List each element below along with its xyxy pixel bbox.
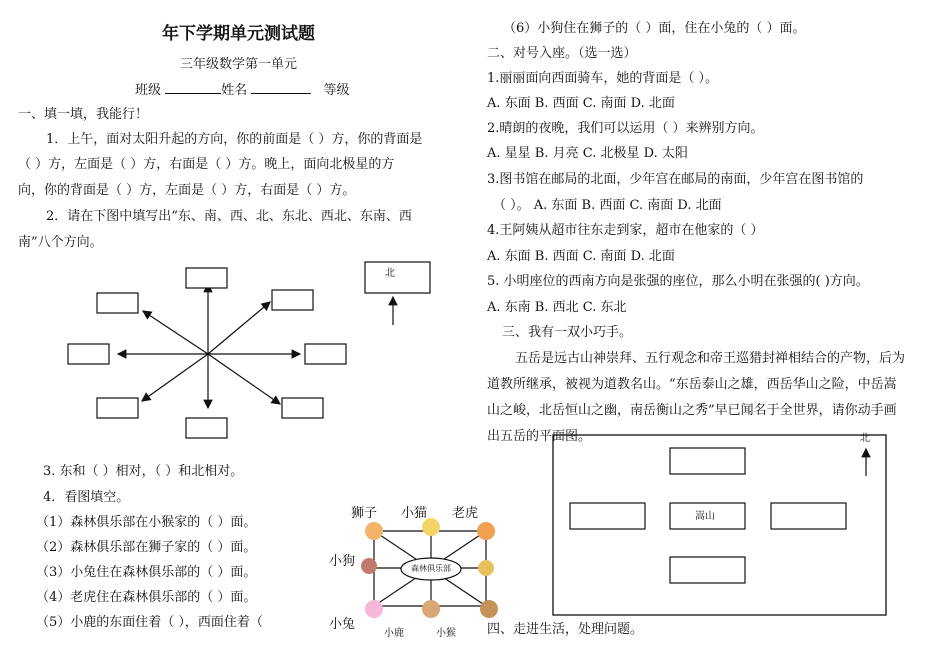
section4-heading: 四、走进生活，处理问题。 [487, 622, 644, 637]
direction-box-south[interactable] [186, 418, 227, 438]
lion-icon [365, 522, 383, 540]
class-label: 班级 [135, 83, 162, 98]
direction-box-northeast[interactable] [272, 290, 313, 310]
s3-line3: 山之峻，北岳恒山之幽，南岳衡山之秀”早已闻名于全世界，请你动手画 [487, 403, 897, 418]
page-title: 年下学期单元测试题 [162, 24, 315, 44]
s3-line1: 五岳是远古山神崇拜、五行观念和帝王巡猎封禅相结合的产物，后为 [515, 351, 906, 366]
direction-box-east[interactable] [305, 344, 346, 364]
s2-q5-options: A. 东南 B. 西北 C. 东北 [487, 300, 627, 315]
direction-box-southeast[interactable] [282, 398, 323, 418]
map-label-lion: 狮子 [351, 506, 378, 521]
q1-line1: 1．上午，面对太阳升起的方向，你的前面是（ ）方，你的背面是 [46, 132, 423, 147]
section1-heading: 一、填一填，我能行！ [18, 107, 149, 122]
north-label: 北 [385, 268, 395, 279]
tiger-icon [477, 522, 495, 540]
q1-line3: 向，你的背面是（ ）方，左面是（ ）方，右面是（ ）方。 [18, 183, 356, 198]
monkey-icon [478, 560, 494, 576]
center-mountain-label: 嵩山 [695, 511, 715, 522]
q1-line2: （ ）方，左面是（ ）方，右面是（ ）方。晚上，面向北极星的方 [18, 157, 395, 172]
north-indicator-box [365, 262, 430, 325]
map-label-dog: 小狗 [329, 554, 356, 569]
section3-heading: 三、我有一双小巧手。 [502, 325, 633, 340]
name-label: 姓名 [221, 83, 248, 98]
s3-line2: 道教所继承，被视为道教名山。“东岳泰山之雄，西岳华山之险，中岳嵩 [487, 377, 897, 392]
map-label-center: 森林俱乐部 [411, 564, 451, 573]
s2-q3-options: （ ）。 A. 东面 B. 西面 C. 南面 D. 北面 [493, 198, 722, 213]
direction-box-northwest[interactable] [97, 293, 138, 313]
mountain-box-south[interactable] [670, 557, 745, 583]
q4-item-4: （4）老虎住在森林俱乐部的（ ）面。 [36, 590, 257, 605]
rabbit-icon [365, 600, 383, 618]
section2-heading: 二、对号入座。（选一选） [487, 46, 637, 61]
direction-box-west[interactable] [68, 344, 109, 364]
mountain-box-east[interactable] [771, 503, 846, 529]
page-subtitle: 三年级数学第一单元 [180, 57, 298, 72]
q4-item-5: （5）小鹿的东面住着（ ），西面住着（ [36, 615, 263, 630]
q2-line2: 南”八个方向。 [18, 235, 103, 250]
grade-label: 等级 [323, 83, 350, 98]
q4-item-3: （3）小兔住在森林俱乐部的（ ）面。 [36, 565, 257, 580]
q2-line1: 2．请在下图中填写出“东、南、西、北、东北、西北、东南、西 [46, 209, 412, 224]
s2-q4: 4.王阿姨从超市往东走到家，超市在他家的（ ） [487, 223, 764, 238]
dog-icon [361, 558, 377, 574]
s2-q5: 5. 小明座位的西南方向是张强的座位，那么小明在张强的( )方向。 [487, 274, 869, 289]
q3: 3. 东和（ ）相对，（ ）和北相对。 [43, 464, 244, 479]
map-label-rabbit: 小兔 [329, 617, 356, 632]
q4-item-2: （2）森林俱乐部在狮子家的（ ）面。 [36, 540, 257, 555]
s2-q2: 2.晴朗的夜晚，我们可以运用（ ）来辨别方向。 [487, 121, 764, 136]
direction-box-north[interactable] [186, 268, 227, 288]
s2-q4-options: A. 东面 B. 西面 C. 南面 D. 北面 [487, 249, 675, 264]
q4-item-6: （6）小狗住在狮子的（ ）面，住在小兔的（ ）面。 [503, 21, 806, 36]
map-north-label: 北 [860, 433, 870, 444]
q4: 4．看图填空。 [43, 490, 130, 505]
compass-diagram [68, 268, 346, 438]
map-label-monkey: 小猴 [436, 628, 456, 639]
map-label-tiger: 老虎 [452, 506, 479, 521]
deer-icon [422, 600, 440, 618]
q4-item-1: （1）森林俱乐部在小猴家的（ ）面。 [36, 515, 257, 530]
s2-q1: 1.丽丽面向西面骑车，她的背面是（ ）。 [487, 71, 719, 86]
five-mountains-map [553, 435, 886, 615]
s2-q3: 3.图书馆在邮局的北面，少年宫在邮局的南面，少年宫在图书馆的 [487, 172, 864, 187]
direction-box-southwest[interactable] [97, 398, 138, 418]
s2-q2-options: A. 星星 B. 月亮 C. 北极星 D. 太阳 [487, 146, 688, 161]
monkey2-icon [480, 600, 498, 618]
map-label-deer: 小鹿 [384, 628, 404, 639]
s2-q1-options: A. 东面 B. 西面 C. 南面 D. 北面 [487, 96, 675, 111]
s3-line4: 出五岳的平面图。 [487, 429, 592, 444]
map-label-cat: 小猫 [401, 506, 428, 521]
mountain-box-north[interactable] [670, 448, 745, 474]
mountain-box-west[interactable] [570, 503, 645, 529]
